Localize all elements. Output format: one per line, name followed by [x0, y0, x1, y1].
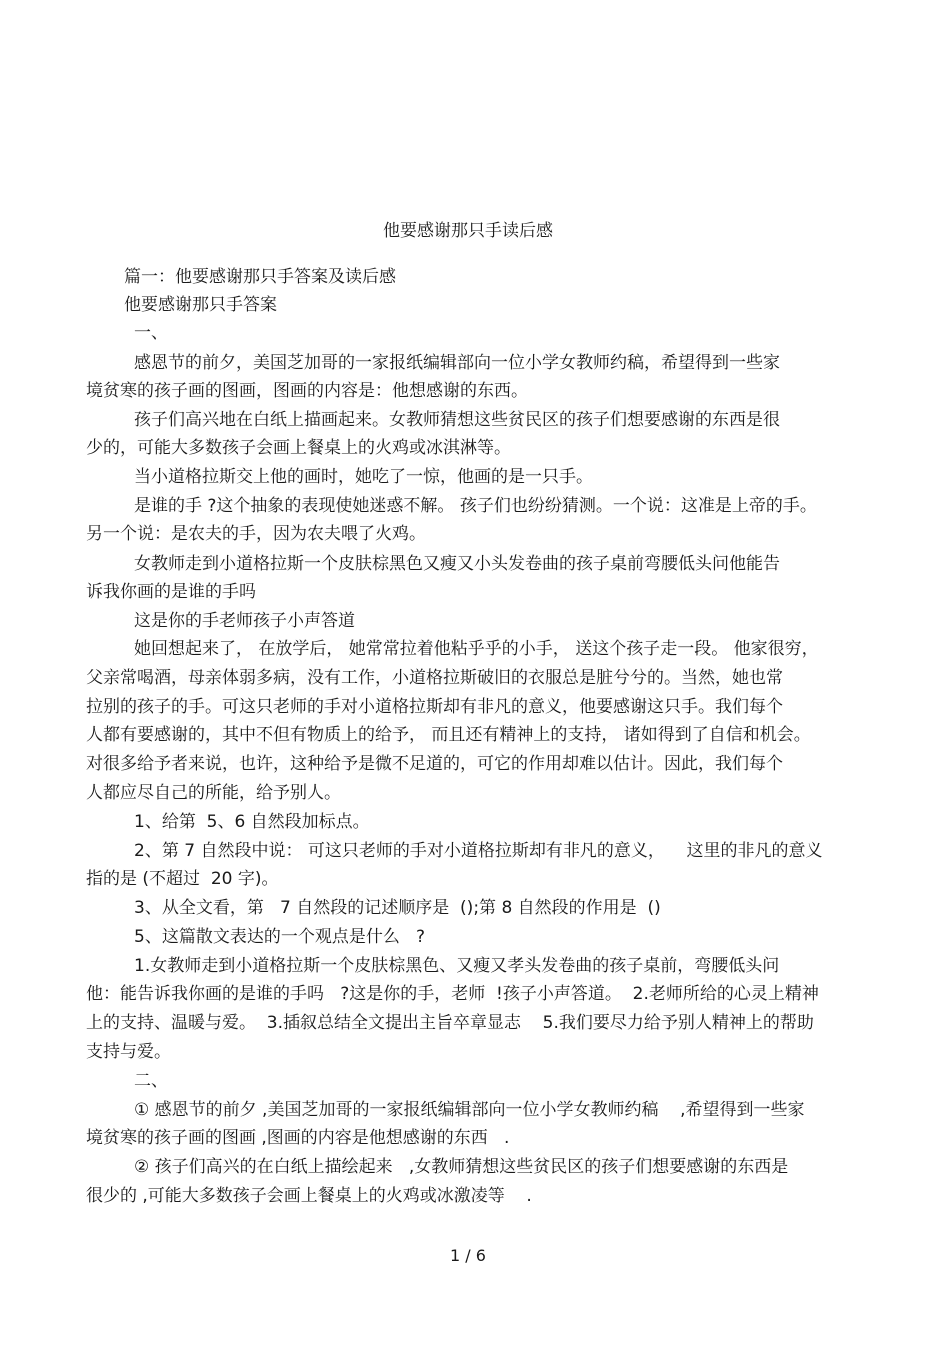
- question-line: 指的是 (不超过 20 字)。: [86, 869, 279, 889]
- paragraph-line: 少的，可能大多数孩子会画上餐桌上的火鸡或冰淇淋等。: [86, 438, 511, 458]
- question-line: 1、给第 5、6 自然段加标点。: [134, 812, 370, 832]
- paragraph-line: 孩子们高兴地在白纸上描画起来。女教师猜想这些贫民区的孩子们想要感谢的东西是很: [134, 410, 780, 430]
- question-line: 5、这篇散文表达的一个观点是什么 ?: [134, 927, 426, 947]
- paragraph-line: 境贫寒的孩子画的图画，图画的内容是：他想感谢的东西。: [86, 381, 528, 401]
- part-two-heading: 二、: [134, 1071, 168, 1091]
- paragraph-line: 当小道格拉斯交上他的画时，她吃了一惊，他画的是一只手。: [134, 467, 593, 487]
- document-title: 他要感谢那只手读后感: [383, 221, 553, 241]
- paragraph-line: 拉别的孩子的手。可这只老师的手对小道格拉斯却有非凡的意义，他要感谢这只手。我们每个: [86, 697, 783, 717]
- question-line: 3、从全文看，第 7 自然段的记述顺序是 ();第 8 自然段的作用是 (): [134, 898, 661, 918]
- answer-heading: 他要感谢那只手答案: [124, 295, 277, 315]
- paragraph-line: ② 孩子们高兴的在白纸上描绘起来 ,女教师猜想这些贫民区的孩子们想要感谢的东西是: [134, 1157, 789, 1177]
- section-heading: 篇一：他要感谢那只手答案及读后感: [124, 267, 396, 287]
- paragraph-line: 她回想起来了， 在放学后， 她常常拉着他粘乎乎的小手， 送这个孩子走一段。 他家很穷，: [134, 639, 819, 659]
- paragraph-line: ① 感恩节的前夕 ,美国芝加哥的一家报纸编辑部向一位小学女教师约稿 ,希望得到一些家: [134, 1100, 805, 1120]
- question-line: 2、第 7 自然段中说： 可这只老师的手对小道格拉斯却有非凡的意义， 这里的非凡的意义: [134, 841, 823, 861]
- answer-line: 1.女教师走到小道格拉斯一个皮肤棕黑色、又瘦又孝头发卷曲的孩子桌前，弯腰低头问: [134, 956, 780, 976]
- paragraph-line: 人都应尽自己的所能，给予别人。: [86, 783, 341, 803]
- answer-line: 支持与爱。: [86, 1042, 171, 1062]
- paragraph-line: 诉我你画的是谁的手吗: [86, 582, 256, 602]
- answer-line: 上的支持、温暖与爱。 3.插叙总结全文提出主旨卒章显志 5.我们要尽力给予别人精神上的帮助: [86, 1013, 814, 1033]
- paragraph-line: 对很多给予者来说，也许，这种给予是微不足道的，可它的作用却难以估计。因此，我们每个: [86, 754, 783, 774]
- paragraph-line: 人都有要感谢的，其中不但有物质上的给予， 而且还有精神上的支持， 诸如得到了自信和机会。: [86, 725, 811, 745]
- paragraph-line: 另一个说：是农夫的手，因为农夫喂了火鸡。: [86, 524, 426, 544]
- page-number: 1 / 6: [450, 1246, 486, 1265]
- paragraph-line: 感恩节的前夕，美国芝加哥的一家报纸编辑部向一位小学女教师约稿，希望得到一些家: [134, 353, 780, 373]
- paragraph-line: 境贫寒的孩子画的图画 ,图画的内容是他想感谢的东西 .: [86, 1128, 510, 1148]
- paragraph-line: 这是你的手老师孩子小声答道: [134, 611, 355, 631]
- paragraph-line: 是谁的手 ?这个抽象的表现使她迷惑不解。 孩子们也纷纷猜测。一个说：这准是上帝的手。: [134, 496, 817, 516]
- paragraph-line: 父亲常喝酒，母亲体弱多病，没有工作，小道格拉斯破旧的衣服总是脏兮兮的。当然，她也常: [86, 668, 783, 688]
- paragraph-line: 很少的 ,可能大多数孩子会画上餐桌上的火鸡或冰激凌等 .: [86, 1186, 532, 1206]
- paragraph-line: 女教师走到小道格拉斯一个皮肤棕黑色又瘦又小头发卷曲的孩子桌前弯腰低头问他能告: [134, 554, 780, 574]
- part-one-heading: 一、: [134, 323, 168, 343]
- answer-line: 他：能告诉我你画的是谁的手吗 ?这是你的手，老师 !孩子小声答道。 2.老师所给的心灵上精神: [86, 984, 819, 1004]
